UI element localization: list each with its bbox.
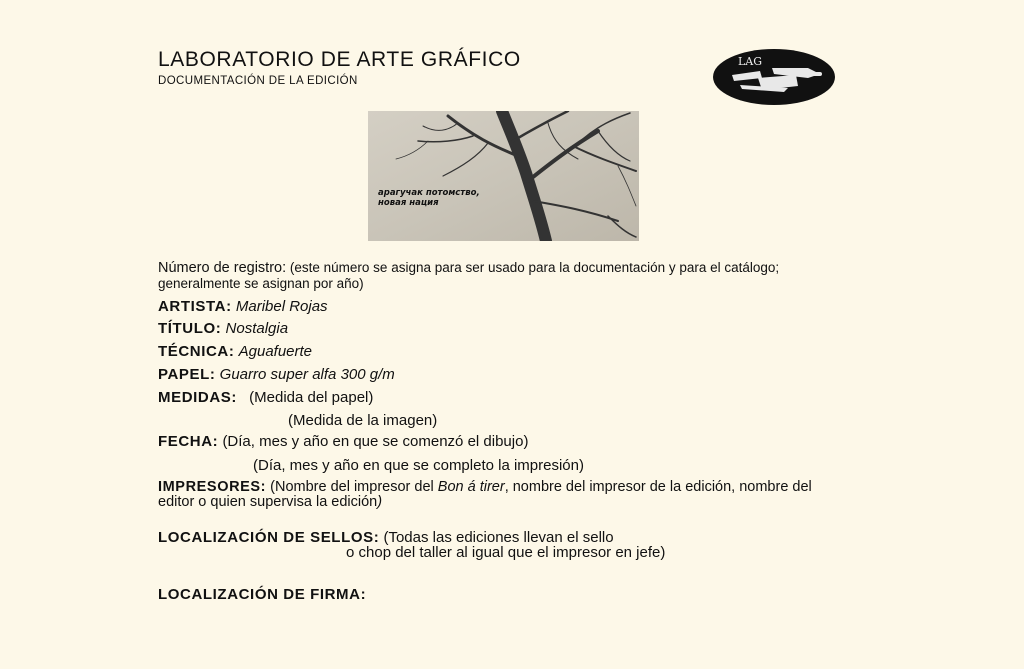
papel-value: Guarro super alfa 300 g/m [219,366,395,383]
fecha-line-2: (Día, mes y año en que se completo la impresión) [253,457,584,474]
tecnica-value: Aguafuerte [238,343,313,360]
impresores-bon-a-tirer: Bon á tirer [437,479,505,495]
sellos-line-1: (Todas las ediciones llevan el sello [383,529,614,546]
papel-label: PAPEL: [158,366,216,383]
impresores-text-after: , nombre del impresor de la edición, nombre del editor o quien supervisa la edición [158,479,812,510]
artista-value: Maribel Rojas [235,298,328,315]
artwork-image [368,111,639,241]
titulo-label: TÍTULO: [158,320,222,337]
tecnica-label: TÉCNICA: [158,343,235,360]
impresores-label: IMPRESORES: [158,479,267,495]
medidas-line-1: (Medida del papel) [249,389,374,406]
field-tecnica [158,343,312,360]
impresores-closing: ) [377,494,383,510]
field-papel [158,366,395,383]
sellos-line-2: o chop del taller al igual que el impresor en jefe) [346,544,666,561]
registro-label: Número de registro: [158,260,287,276]
image-caption-line-2: новая нация [378,198,439,208]
artista-label: ARTISTA: [158,298,232,315]
titulo-value: Nostalgia [225,320,289,337]
image-caption-line-1: арагучак потомство, [378,188,480,198]
medidas-label: MEDIDAS: [158,389,237,406]
field-titulo [158,320,288,337]
document-subtitle: DOCUMENTACIÓN DE LA EDICIÓN [158,75,358,87]
fecha-line-1: (Día, mes y año en que se comenzó el dibujo) [222,433,529,450]
logo-text: LAG [738,55,763,68]
lag-logo [712,48,836,106]
field-fecha [158,433,528,450]
sellos-label: LOCALIZACIÓN DE SELLOS: [158,529,380,546]
medidas-line-2: (Medida de la imagen) [288,412,438,429]
field-artista [158,298,328,315]
impresores-text-before: (Nombre del impresor del [266,479,438,495]
field-firma [158,586,366,603]
firma-label: LOCALIZACIÓN DE FIRMA: [158,586,367,603]
registro-note: (este número se asigna para ser usado para la documentación y para el catálogo; generalmente se asignan por año) [158,260,780,291]
field-medidas [158,389,373,406]
registro-block [158,260,838,292]
fecha-label: FECHA: [158,433,219,450]
document-title: LABORATORIO DE ARTE GRÁFICO [158,48,521,71]
field-impresores [158,480,848,510]
